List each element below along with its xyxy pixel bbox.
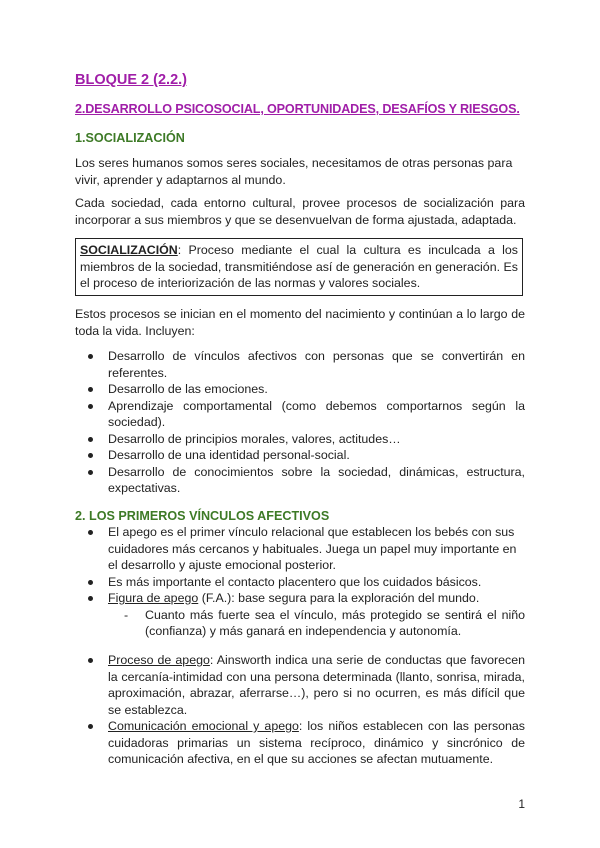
section-heading-vinculos: 2. LOS PRIMEROS VÍNCULOS AFECTIVOS [75, 509, 330, 523]
sub-list-item: - Cuanto más fuerte sea el vínculo, más protegido se sentirá el niño (confianza) y más ganará en independencia y autonomía. [124, 607, 525, 638]
bullet-icon [88, 596, 93, 601]
paragraph-processes: Estos procesos se inician en el momento del nacimiento y continúan a lo largo de toda la vida. Incluyen: [75, 307, 525, 338]
definition-term: SOCIALIZACIÓN [80, 243, 178, 257]
list-item: Desarrollo de una identidad personal-social. [75, 447, 525, 464]
bullet-icon [88, 470, 93, 475]
bullet-icon [88, 387, 93, 392]
list-item: El apego es el primer vínculo relacional que establecen los bebés con sus cuidadores más cercanos y habituales. Juega un papel muy importante en el desarrollo y ajuste emocional posterior. [75, 524, 525, 574]
attachment-list [75, 524, 525, 640]
bullet-icon [88, 453, 93, 458]
bullet-icon [88, 580, 93, 585]
bullet-icon [88, 658, 93, 663]
socialization-list [75, 348, 525, 497]
list-item: Desarrollo de principios morales, valores, actitudes… [75, 431, 525, 448]
bullet-icon [88, 437, 93, 442]
list-item: Comunicación emocional y apego: los niños establecen con las personas cuidadoras primarias un sistema recíproco, dinámico y sincrónico de comunicación afectiva, en el que su acciones se afectan mutuamente. [75, 718, 525, 768]
bullet-icon [88, 404, 93, 409]
list-item: Proceso de apego: Ainsworth indica una serie de conductas que favorecen la cercanía-intimidad con una persona determinada (llanto, sonrisa, mirada, aproximación, abrazar, aferrarse…), pero si no ocurren, es más difícil que se establezca. [75, 652, 525, 718]
list-item: Desarrollo de conocimientos sobre la sociedad, dinámicas, estructura, expectativas. [75, 464, 525, 497]
attachment-list-continued [75, 652, 525, 768]
list-item: Es más importante el contacto placentero que los cuidados básicos. [75, 574, 525, 591]
list-item: Desarrollo de vínculos afectivos con personas que se convertirán en referentes. [75, 348, 525, 381]
bullet-icon [88, 354, 93, 359]
page-number: 1 [518, 797, 525, 811]
list-item: Figura de apego (F.A.): base segura para la exploración del mundo. - Cuanto más fuerte sea el vínculo, más protegido se sentirá el niño (confianza) y más ganará en independencia y autonomía. [75, 590, 525, 640]
topic-title: 2.DESARROLLO PSICOSOCIAL, OPORTUNIDADES, DESAFÍOS Y RIESGOS. [75, 102, 520, 116]
section-heading-socializacion: 1.SOCIALIZACIÓN [75, 131, 185, 145]
paragraph-intro: Los seres humanos somos seres sociales, necesitamos de otras personas para vivir, aprender y adaptarnos al mundo. [75, 156, 513, 187]
block-heading: BLOQUE 2 (2.2.) [75, 72, 187, 88]
list-item: Aprendizaje comportamental (como debemos comportarnos según la sociedad). [75, 398, 525, 431]
paragraph-society: Cada sociedad, cada entorno cultural, provee procesos de socialización para incorporar a sus miembros y que se desenvuelvan de forma ajustada, adaptada. [75, 196, 525, 227]
bullet-icon [88, 724, 93, 729]
definition-box [75, 238, 523, 296]
bullet-icon [88, 530, 93, 535]
definition-text: : Proceso mediante el cual la cultura es inculcada a los miembros de la sociedad, transmitiéndose así de generación en generación. Es el proceso de interiorización de las normas y valores sociales. [80, 243, 518, 290]
list-item: Desarrollo de las emociones. [75, 381, 525, 398]
